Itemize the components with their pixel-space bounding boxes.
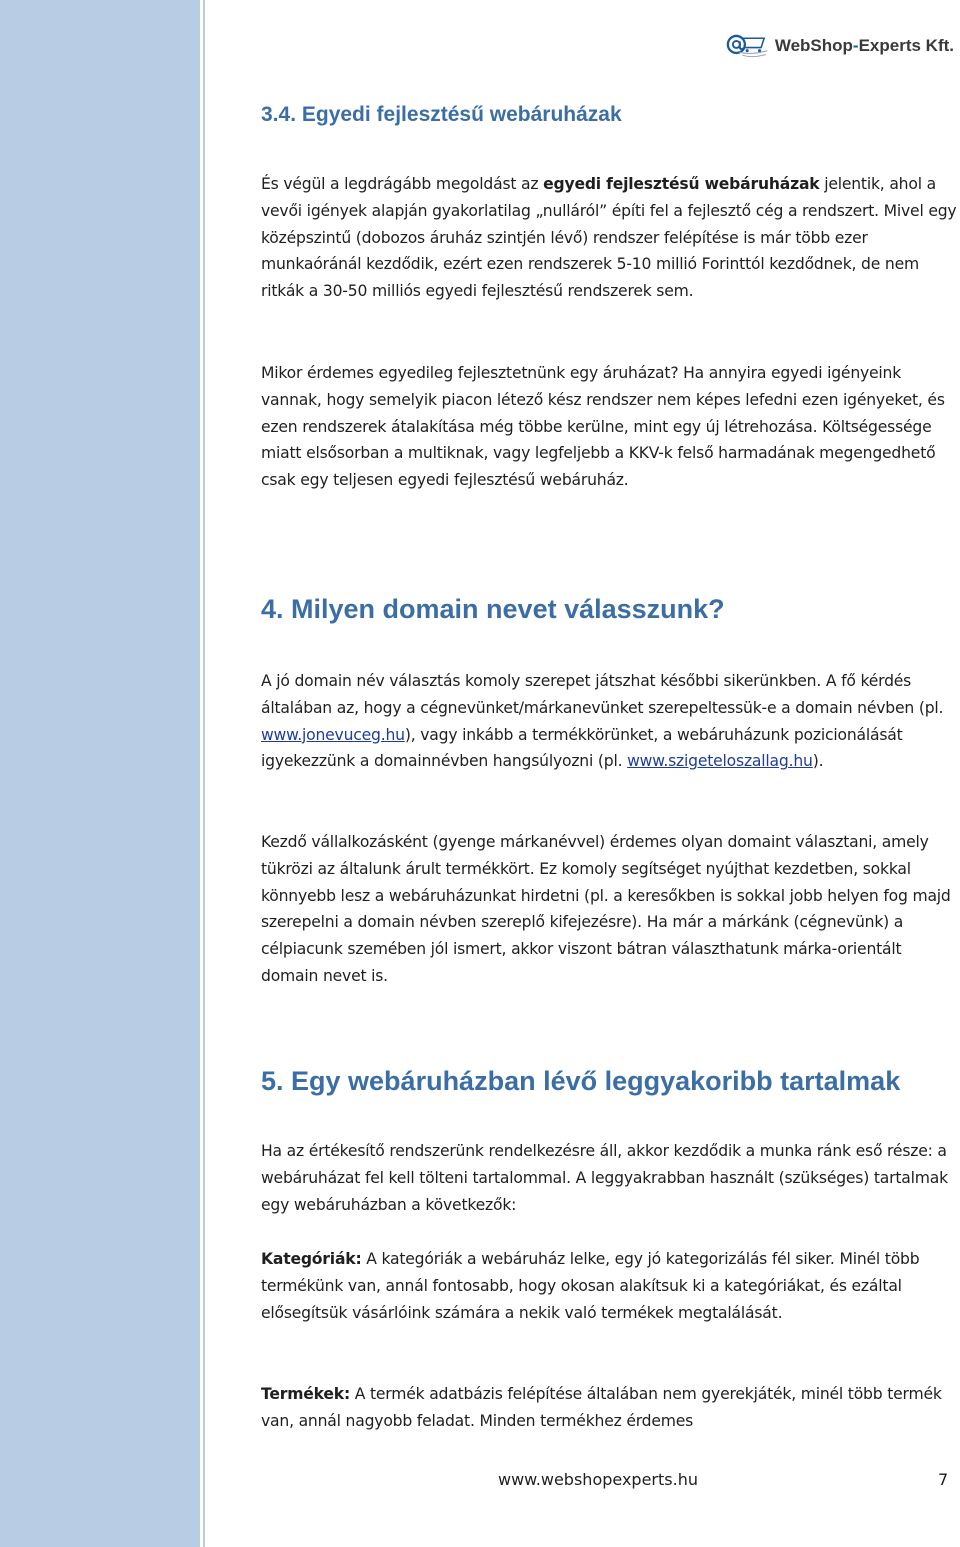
bold-term: Kategóriák: [261, 1250, 362, 1268]
section-4-paragraph-1: A jó domain név választás komoly szerepet játszhat későbbi sikerünkben. A fő kérdés általában az, hogy a cégnevünket/márkanevünket szerepeltessük-e a domain névben (pl. www.jonevuceg.hu), vagy inkább a termékkörünket, a webáruházunk pozicionálását igyekezzünk a domainnévben hangsúlyozni (pl. www.szigeteloszallag.hu). [261, 672, 944, 771]
logo-wordmark: WebShop-Experts Kft. [774, 36, 954, 55]
link-szigeteloszallag[interactable]: www.szigeteloszallag.hu [627, 752, 813, 771]
section-3-4-paragraph-2: Mikor érdemes egyedileg fejlesztetnünk egy áruházat? Ha annyira egyedi igényeink vannak, hogy semelyik piacon létező kész rendszer nem képes lefedni ezen igényeket, és ezen rendszerek átalakítása még többe kerülne, mint egy új létrehozása. Költségessége miatt elsősorban a multiknak, vagy legfeljebb a KKV-k felső harmadának megengedhető csak egy teljesen egyedi fejlesztésű webáruház. [261, 364, 945, 490]
link-jonevuceg[interactable]: www.jonevuceg.hu [261, 725, 405, 744]
bold-term: Termékek: [261, 1385, 350, 1403]
section-3-4-heading-wrap [261, 103, 960, 127]
section-4-paragraph-2: Kezdő vállalkozásként (gyenge márkanévvel) érdemes olyan domaint választani, amely tükrözi az általunk árult termékkört. Ez komoly segítséget nyújthat kezdetben, sokkal könnyebb lesz a webáruházunkat hirdetni (pl. a keresőkben is sokkal jobb helyen fog majd szerepelni a domain névben szereplő kifejezésre). Ha már a márkánk (cégnevünk) a célpiacunk szemében jól ismert, akkor viszont bátran választhatunk márka-orientált domain nevet is. [261, 833, 951, 985]
bold-term: egyedi fejlesztésű webáruházak [543, 175, 820, 193]
cart-at-icon [724, 28, 769, 64]
left-sidebar-band [0, 0, 200, 1547]
page-number: 7 [938, 1470, 949, 1489]
section-heading: 4. Milyen domain nevet válasszunk? [261, 594, 725, 624]
section-3-4-paragraph-1: És végül a legdrágább megoldást az egyedi fejlesztésű webáruházak jelentik, ahol a vevői igények alapján gyakorlatilag „nulláról” építi fel a fejlesztő cég a rendszert. Mivel egy középszintű (dobozos áruház szintjén lévő) rendszer felépítése is már több ezer munkaóránál kezdődik, ezért ezen rendszerek 5-10 millió Forinttól kezdődnek, de nem ritkák a 30-50 milliós egyedi fejlesztésű rendszerek sem. [261, 175, 957, 301]
section-5-paragraph-products: Termékek: A termék adatbázis felépítése általában nem gyerekjáték, minél több termék van, annál nagyobb feladat. Minden termékhez érdemes [261, 1385, 942, 1430]
section-4-heading-wrap [261, 594, 960, 625]
section-heading: 3.4. Egyedi fejlesztésű webáruházak [261, 103, 622, 126]
section-heading: 5. Egy webáruházban lévő leggyakoribb tartalmak [261, 1066, 901, 1096]
section-5-paragraph-categories: Kategóriák: A kategóriák a webáruház lelke, egy jó kategorizálás fél siker. Minél több termékünk van, annál fontosabb, hogy okosan alakítsuk ki a kategóriákat, és ezáltal elősegítsük vásárlóink számára a nekik való termékek megtalálását. [261, 1250, 920, 1322]
section-5-heading-wrap [261, 1066, 960, 1097]
company-logo [724, 26, 954, 66]
footer-url: www.webshopexperts.hu [498, 1470, 698, 1489]
section-5-paragraph-1: Ha az értékesítő rendszerünk rendelkezésre áll, akkor kezdődik a munka ránk eső része: a webáruházat fel kell tölteni tartalommal. A leggyakrabban használt (szükséges) tartalmak egy webáruházban a következők: [261, 1142, 948, 1214]
sidebar-divider [203, 0, 205, 1547]
